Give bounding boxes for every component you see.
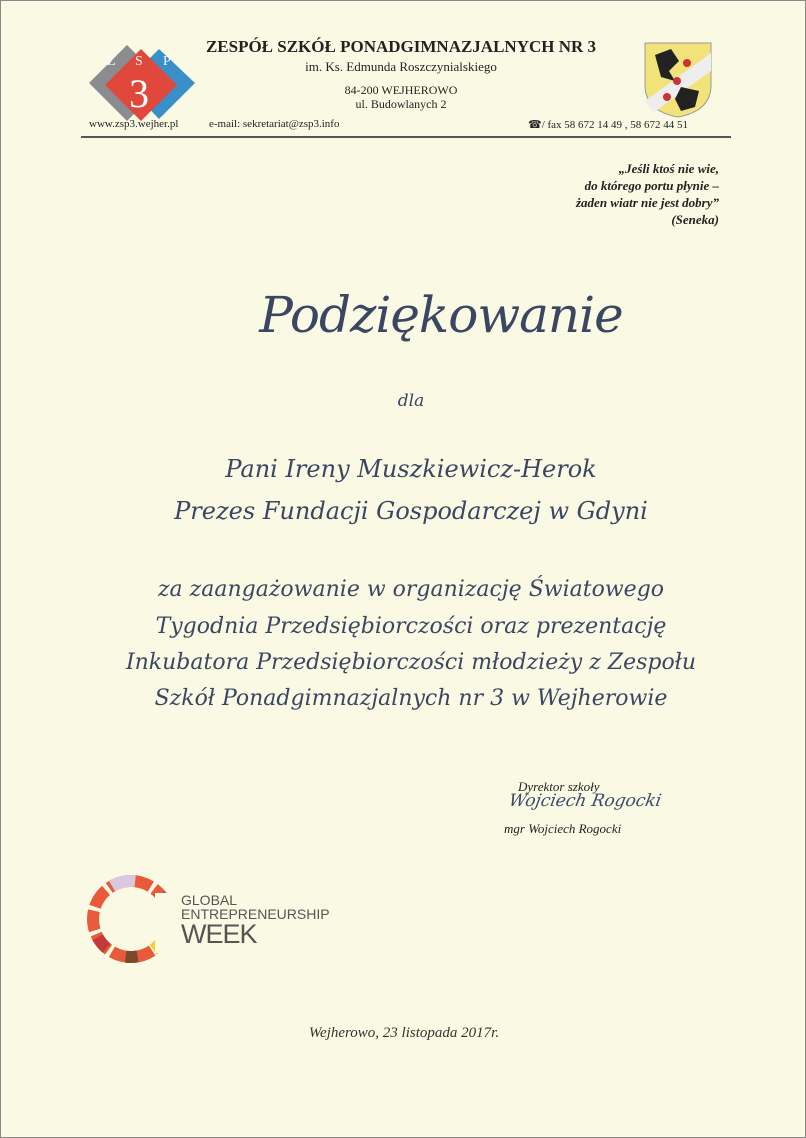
school-fax: ☎/ fax 58 672 14 49 , 58 672 44 51 [528,119,689,131]
gew-line: GLOBAL [181,892,238,908]
school-website: www.zsp3.wejher.pl [89,118,179,130]
quote-line: „Jeśli ktoś nie wie, [618,161,719,176]
quote-line: do którego portu płynie – [584,178,719,193]
coat-of-arms-icon [641,41,715,119]
quote-author: (Seneka) [671,212,719,227]
school-email: e-mail: sekretariat@zsp3.info [209,118,340,130]
recipient-name: Pani Ireny Muszkiewicz-Herok [225,455,597,483]
gew-logo-text [181,893,330,948]
svg-text:S: S [135,54,143,69]
recipient-title: Prezes Fundacji Gospodarczej w Gdyni [174,497,648,525]
signature-name: mgr Wojciech Rogocki [504,821,622,836]
document-title: Podziękowanie [259,286,623,344]
gew-line: ENTREPRENEURSHIP [181,906,330,922]
svg-text:3: 3 [129,71,149,116]
header-divider [81,136,731,138]
school-street: ul. Budowlanych 2 [355,97,447,111]
handwritten-signature: Wojciech Rogocki [507,791,663,811]
body-line: za zaangażowanie w organizację Światowego [157,577,665,602]
signature-role: Dyrektor szkoły [518,779,600,794]
quote-line: żaden wiatr nie jest dobry” [575,195,719,210]
school-city: 84-200 WEJHEROWO [344,83,458,97]
gew-line: WEEK [181,919,257,949]
school-patron: im. Ks. Edmunda Roszczynialskiego [305,59,497,74]
school-name: ZESPÓŁ SZKÓŁ PONADGIMNAZJALNYCH NR 3 [205,37,597,56]
body-line: Inkubatora Przedsiębiorczości młodzieży z Zespołu [125,650,697,675]
place-date: Wejherowo, 23 listopada 2017r. [308,1025,500,1041]
gew-ring-icon [85,873,177,965]
svg-text:Z: Z [107,54,116,69]
for-label: dla [397,391,425,411]
svg-text:P: P [163,54,171,69]
body-line: Tygodnia Przedsiębiorczości oraz prezentację [155,614,667,639]
body-line: Szkół Ponadgimnazjalnych nr 3 w Wejherowie [154,686,668,711]
